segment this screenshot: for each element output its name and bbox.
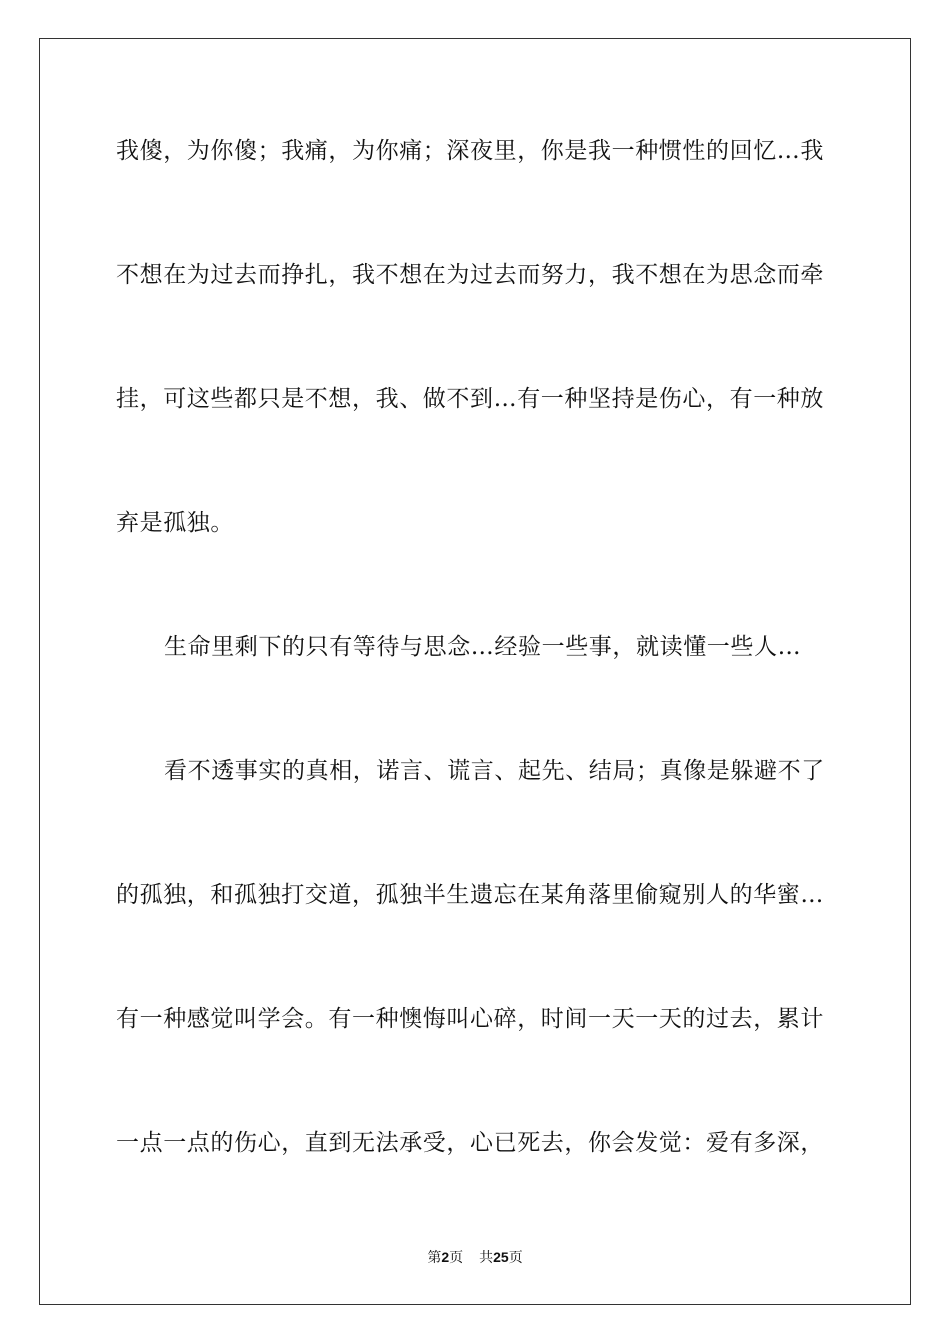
body-text-line: 不想在为过去而挣扎，我不想在为过去而努力，我不想在为思念而牵 [116, 262, 824, 288]
paragraph-first-line: 生命里剩下的只有等待与思念…经验一些事，就读懂一些人… [164, 634, 802, 660]
page-number: 2 [441, 1249, 450, 1265]
body-text-line: 有一种感觉叫学会。有一种懊悔叫心碎，时间一天一天的过去，累计 [116, 1006, 824, 1032]
total-pages: 25 [493, 1249, 509, 1265]
body-text-line: 的孤独，和孤独打交道，孤独半生遗忘在某角落里偷窥别人的华蜜… [116, 882, 824, 908]
total-prefix: 共 [479, 1250, 494, 1266]
total-suffix: 页 [508, 1250, 523, 1266]
page-suffix: 页 [449, 1250, 464, 1266]
body-text-line: 一点一点的伤心，直到无法承受，心已死去，你会发觉：爱有多深， [116, 1130, 824, 1156]
body-text-line: 我傻，为你傻；我痛，为你痛；深夜里，你是我一种惯性的回忆…我 [116, 138, 824, 164]
paragraph-first-line: 看不透事实的真相，诺言、谎言、起先、结局；真像是躲避不了 [164, 758, 825, 784]
body-text-line: 挂，可这些都只是不想，我、做不到…有一种坚持是伤心，有一种放 [116, 386, 824, 412]
body-text-line: 弃是孤独。 [116, 510, 234, 536]
page-border [39, 38, 911, 1305]
page-footer [0, 1247, 950, 1268]
page-prefix: 第 [427, 1250, 442, 1266]
